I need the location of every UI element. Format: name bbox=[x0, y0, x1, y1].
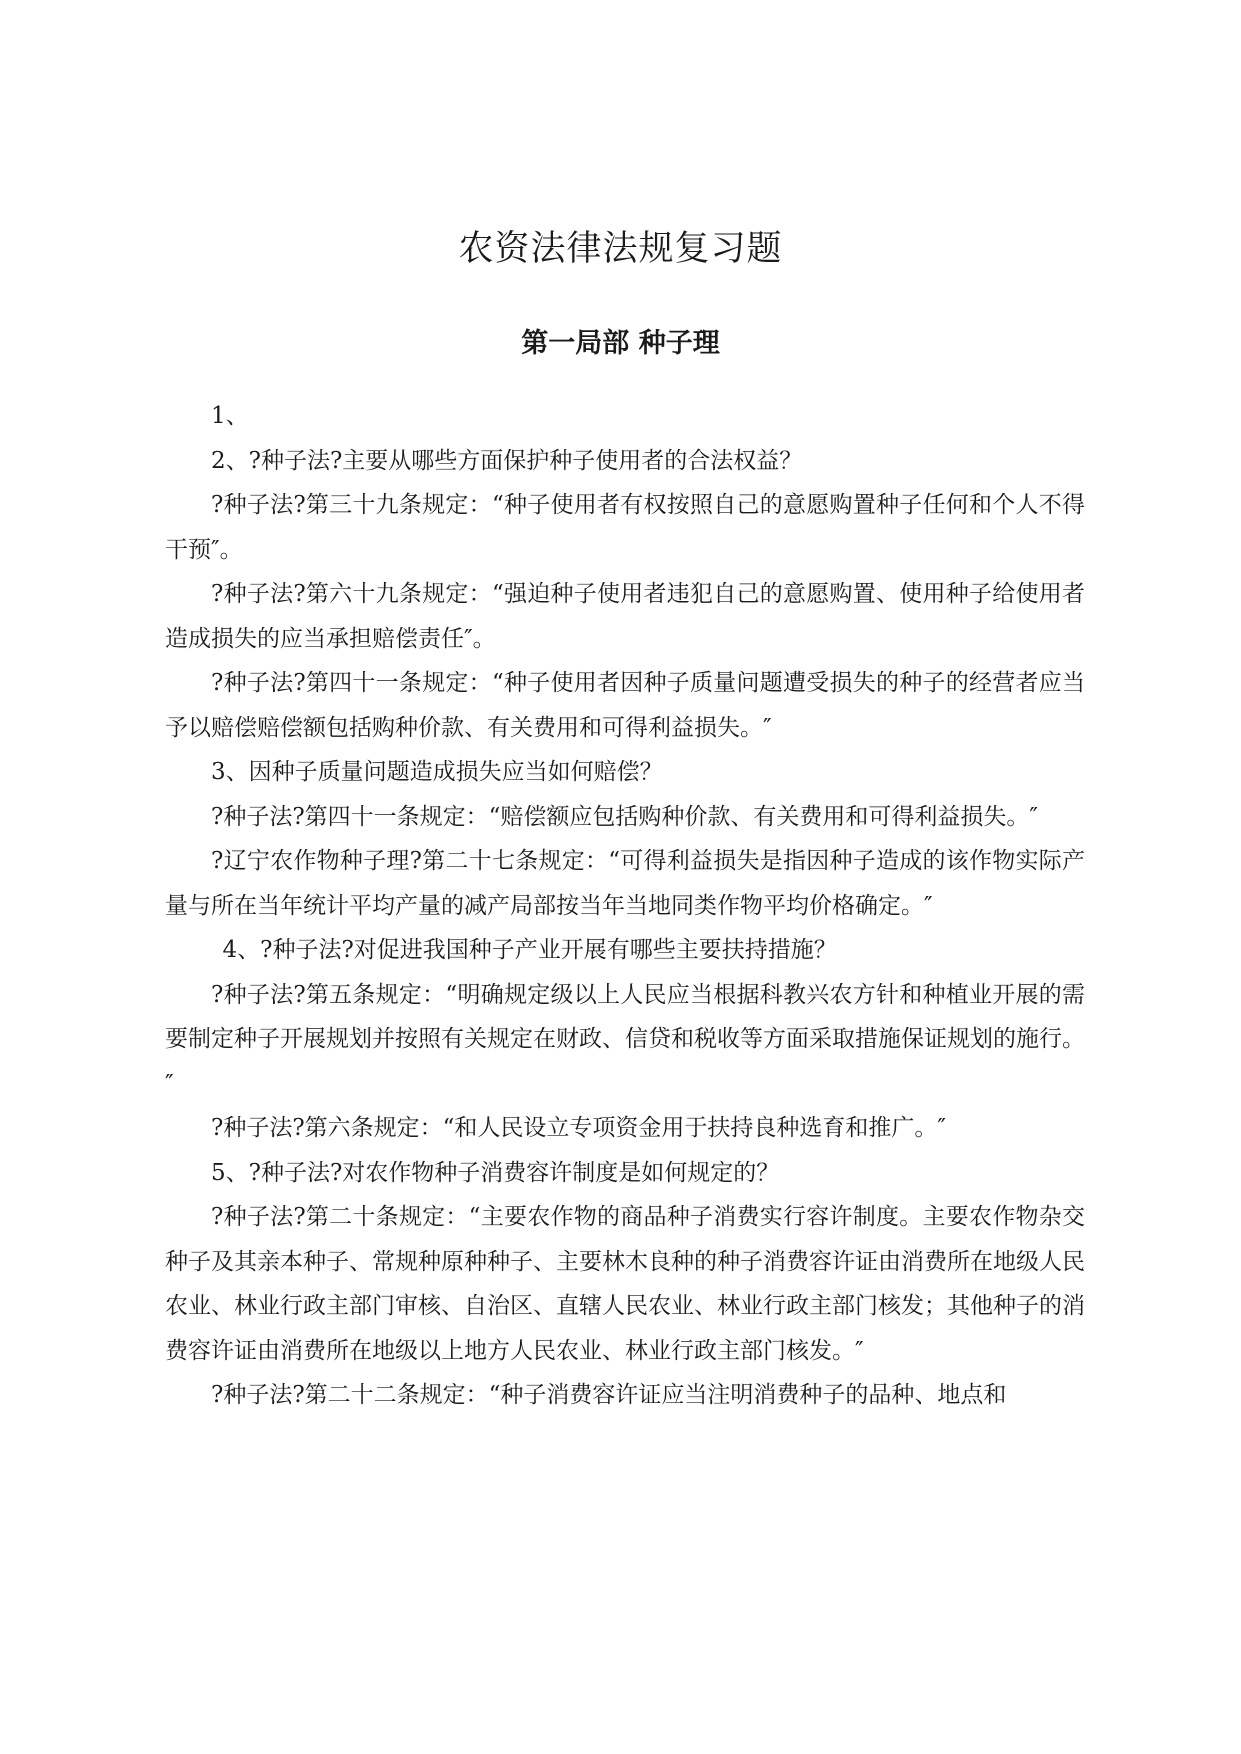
paragraph: ?种子法?第二十条规定：“主要农作物的商品种子消费实行容许制度。主要农作物杂交种子及其亲本种子、常规种原种种子、主要林木良种的种子消费容许证由消费所在地级人民农业、林业行政主部门审核、自治区、直辖人民农业、林业行政主部门核发；其他种子的消费容许证由消费所在地级以上地方人民农业、林业行政主部门核发。″ bbox=[165, 1204, 1085, 1364]
paragraph: ?种子法?第四十一条规定：“赔偿额应包括购种价款、有关费用和可得利益损失。″ bbox=[211, 803, 1039, 830]
paragraph: ?种子法?第六条规定：“和人民设立专项资金用于扶持良种选育和推广。″ bbox=[211, 1115, 947, 1141]
question-paragraph: 5、?种子法?对农作物种子消费容许制度是如何规定的？ bbox=[211, 1159, 780, 1186]
paragraph: ?种子法?第四十一条规定：“种子使用者因种子质量问题遭受损失的种子的经营者应当予以赔偿赔偿额包括购种价款、有关费用和可得利益损失。″ bbox=[165, 670, 1085, 741]
question-paragraph: 3、因种子质量问题造成损失应当如何赔偿？ bbox=[211, 759, 663, 785]
paragraph: ?种子法?第六十九条规定：“强迫种子使用者违犯自己的意愿购置、使用种子给使用者造成损失的应当承担赔偿责任″。 bbox=[165, 581, 1085, 652]
question-paragraph: 2、?种子法?主要从哪些方面保护种子使用者的合法权益？ bbox=[211, 447, 803, 474]
question-paragraph: 4、?种子法?对促进我国种子产业开展有哪些主要扶持措施？ bbox=[222, 937, 837, 963]
paragraph: ?辽宁农作物种子理?第二十七条规定：“可得利益损失是指因种子造成的该作物实际产量与所在当年统计平均产量的减产局部按当年当地同类作物平均价格确定。″ bbox=[165, 848, 1085, 919]
document-body bbox=[165, 394, 1085, 1418]
paragraph: ?种子法?第五条规定：“明确规定级以上人民应当根据科教兴农方针和种植业开展的需要制定种子开展规划并按照有关规定在财政、信贷和税收等方面采取措施保证规划的施行。″ bbox=[165, 981, 1085, 1097]
section-heading: 第一局部 种子理 bbox=[521, 328, 720, 359]
paragraph: ?种子法?第二十二条规定：“种子消费容许证应当注明消费种子的品种、地点和 bbox=[211, 1382, 1007, 1408]
document-title: 农资法律法规复习题 bbox=[458, 229, 783, 269]
paragraph: ?种子法?第三十九条规定：“种子使用者有权按照自己的意愿购置种子任何和个人不得干预″。 bbox=[165, 492, 1085, 563]
paragraph: 1、 bbox=[211, 403, 249, 429]
